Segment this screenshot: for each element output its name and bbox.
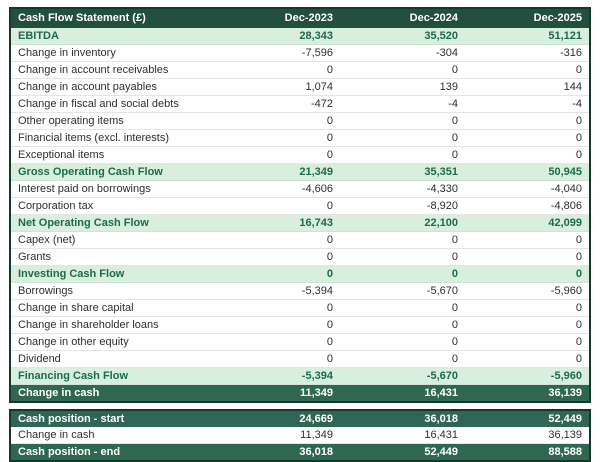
row-label: Change in other equity	[10, 334, 215, 351]
row-value: 42,099	[465, 215, 590, 232]
row-value: 11,349	[215, 427, 340, 444]
row-value: -5,670	[340, 283, 465, 300]
table-row	[10, 317, 590, 334]
row-value: 0	[465, 351, 590, 368]
row-value: 0	[215, 198, 340, 215]
table-row	[10, 198, 590, 215]
row-value: 35,520	[340, 28, 465, 45]
row-value: 0	[465, 334, 590, 351]
row-value: 88,588	[465, 444, 590, 462]
row-value: -4	[340, 96, 465, 113]
table-row	[10, 79, 590, 96]
row-label: Cash position - start	[10, 410, 215, 427]
row-value: 0	[215, 334, 340, 351]
row-label: Interest paid on borrowings	[10, 181, 215, 198]
row-value: 0	[340, 300, 465, 317]
row-value: 139	[340, 79, 465, 96]
row-value: 0	[340, 62, 465, 79]
row-value: 0	[215, 351, 340, 368]
row-value: 0	[215, 232, 340, 249]
row-value: 51,121	[465, 28, 590, 45]
row-value: 0	[215, 62, 340, 79]
row-label: Change in share capital	[10, 300, 215, 317]
row-value: 0	[340, 351, 465, 368]
row-value: 0	[340, 130, 465, 147]
row-value: -8,920	[340, 198, 465, 215]
row-value: 16,743	[215, 215, 340, 232]
row-value: 28,343	[215, 28, 340, 45]
row-value: 52,449	[465, 410, 590, 427]
row-label: Gross Operating Cash Flow	[10, 164, 215, 181]
row-value: 0	[465, 266, 590, 283]
row-value: -4,330	[340, 181, 465, 198]
row-label: EBITDA	[10, 28, 215, 45]
row-value: 0	[215, 317, 340, 334]
row-value: 0	[465, 249, 590, 266]
row-value: 0	[215, 147, 340, 164]
row-value: 0	[340, 249, 465, 266]
table-row	[10, 351, 590, 368]
table-row	[10, 147, 590, 164]
row-label: Financing Cash Flow	[10, 368, 215, 385]
table-row	[10, 410, 590, 427]
row-value: 0	[215, 300, 340, 317]
row-value: 0	[215, 266, 340, 283]
row-value: 0	[465, 317, 590, 334]
row-label: Investing Cash Flow	[10, 266, 215, 283]
row-label: Corporation tax	[10, 198, 215, 215]
row-value: -304	[340, 45, 465, 62]
row-label: Grants	[10, 249, 215, 266]
table-row	[10, 113, 590, 130]
column-header-dec-2025: Dec-2025	[465, 8, 590, 28]
table-row	[10, 283, 590, 300]
table-row	[10, 130, 590, 147]
row-label: Change in fiscal and social debts	[10, 96, 215, 113]
row-label: Change in cash	[10, 385, 215, 403]
row-value: 11,349	[215, 385, 340, 403]
table-row	[10, 334, 590, 351]
row-label: Change in cash	[10, 427, 215, 444]
table-row	[10, 96, 590, 113]
row-label: Exceptional items	[10, 147, 215, 164]
row-value: -5,960	[465, 283, 590, 300]
row-value: -472	[215, 96, 340, 113]
table-row	[10, 249, 590, 266]
row-value: 36,018	[340, 410, 465, 427]
table-row	[10, 28, 590, 45]
row-value: 0	[465, 147, 590, 164]
row-value: -4,040	[465, 181, 590, 198]
column-header-dec-2024: Dec-2024	[340, 8, 465, 28]
row-label: Change in inventory	[10, 45, 215, 62]
row-label: Change in shareholder loans	[10, 317, 215, 334]
row-value: 36,018	[215, 444, 340, 462]
row-value: 21,349	[215, 164, 340, 181]
row-label: Dividend	[10, 351, 215, 368]
row-value: 0	[215, 130, 340, 147]
table-row	[10, 427, 590, 444]
cash-flow-table	[9, 7, 591, 403]
row-value: 36,139	[465, 385, 590, 403]
row-label: Change in account receivables	[10, 62, 215, 79]
row-value: -5,394	[215, 368, 340, 385]
row-value: 0	[340, 334, 465, 351]
row-value: 0	[465, 130, 590, 147]
row-label: Capex (net)	[10, 232, 215, 249]
row-value: 16,431	[340, 385, 465, 403]
row-value: 0	[465, 300, 590, 317]
row-value: 22,100	[340, 215, 465, 232]
row-value: 52,449	[340, 444, 465, 462]
table-row	[10, 444, 590, 462]
row-value: 0	[465, 62, 590, 79]
row-label: Cash position - end	[10, 444, 215, 462]
table-header-row	[10, 8, 590, 28]
row-value: 144	[465, 79, 590, 96]
row-value: 0	[465, 232, 590, 249]
row-value: 0	[340, 266, 465, 283]
row-value: 0	[340, 317, 465, 334]
row-value: 35,351	[340, 164, 465, 181]
row-label: Net Operating Cash Flow	[10, 215, 215, 232]
table-row	[10, 45, 590, 62]
table-row	[10, 62, 590, 79]
row-label: Borrowings	[10, 283, 215, 300]
row-value: 16,431	[340, 427, 465, 444]
table-row	[10, 164, 590, 181]
row-value: 0	[340, 113, 465, 130]
row-value: -4	[465, 96, 590, 113]
row-value: -7,596	[215, 45, 340, 62]
row-value: 50,945	[465, 164, 590, 181]
table-row	[10, 368, 590, 385]
row-label: Other operating items	[10, 113, 215, 130]
table-row	[10, 266, 590, 283]
row-label: Change in account payables	[10, 79, 215, 96]
table-row	[10, 215, 590, 232]
row-value: -4,606	[215, 181, 340, 198]
row-value: -4,806	[465, 198, 590, 215]
table-row	[10, 181, 590, 198]
row-value: 0	[465, 113, 590, 130]
row-value: 0	[340, 232, 465, 249]
row-value: 24,669	[215, 410, 340, 427]
table-row	[10, 232, 590, 249]
row-value: 0	[215, 113, 340, 130]
row-value: 36,139	[465, 427, 590, 444]
row-value: -5,670	[340, 368, 465, 385]
row-label: Financial items (excl. interests)	[10, 130, 215, 147]
table-title: Cash Flow Statement (£)	[10, 8, 215, 28]
column-header-dec-2023: Dec-2023	[215, 8, 340, 28]
row-value: 0	[340, 147, 465, 164]
table-row	[10, 300, 590, 317]
row-value: -316	[465, 45, 590, 62]
cash-position-table	[9, 409, 591, 462]
row-value: -5,960	[465, 368, 590, 385]
row-value: 0	[215, 249, 340, 266]
row-value: -5,394	[215, 283, 340, 300]
row-value: 1,074	[215, 79, 340, 96]
table-row	[10, 385, 590, 403]
